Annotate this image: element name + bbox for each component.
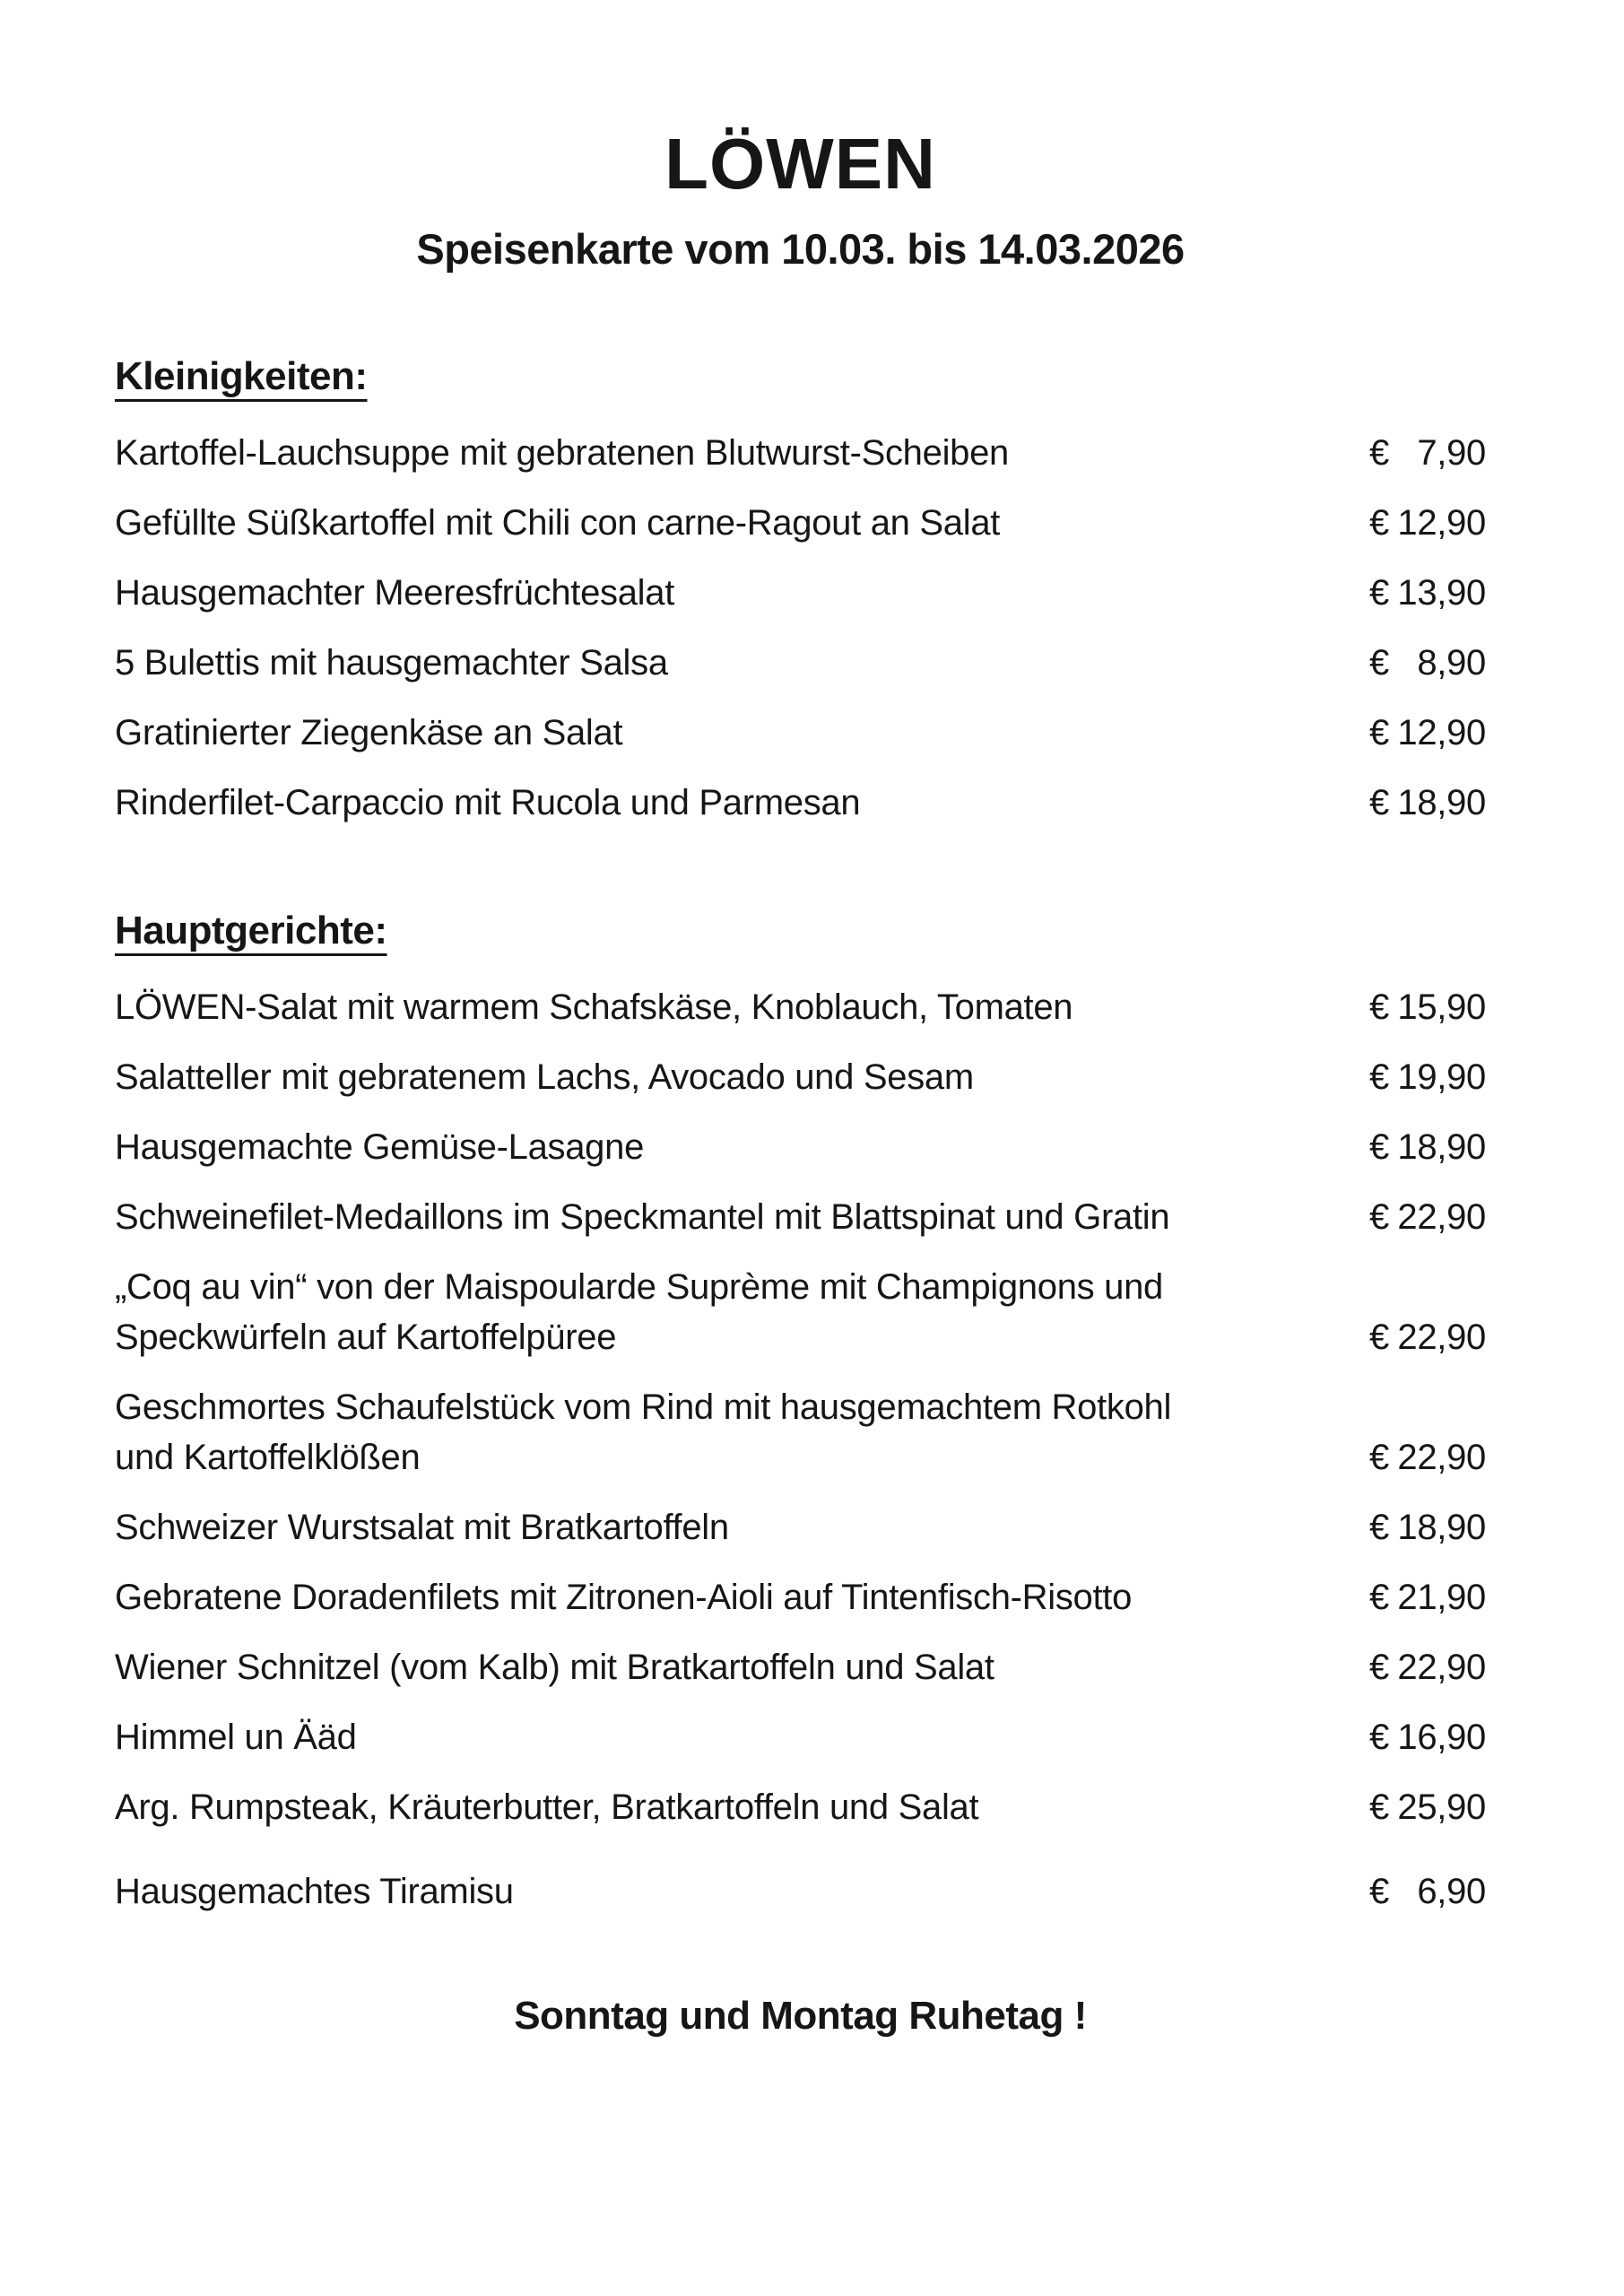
currency-symbol: € — [1369, 1787, 1389, 1827]
dish-name — [115, 1642, 1369, 1692]
dish-name — [115, 1712, 1369, 1762]
price-amount: 12,90 — [1397, 502, 1486, 543]
price-amount: 8,90 — [1417, 642, 1486, 683]
dish-price — [1369, 1052, 1486, 1102]
dish-price — [1369, 498, 1486, 548]
currency-symbol: € — [1369, 502, 1389, 543]
dish-name — [115, 1782, 1369, 1832]
dish-price — [1369, 638, 1486, 688]
price-amount: 18,90 — [1397, 1126, 1486, 1167]
dish-name — [115, 778, 1369, 828]
dish-price — [1369, 1572, 1486, 1622]
price-amount: 25,90 — [1397, 1787, 1486, 1827]
menu-item-row — [115, 778, 1486, 828]
currency-symbol: € — [1369, 1196, 1389, 1237]
dish-name — [115, 1382, 1369, 1483]
currency-symbol: € — [1369, 1507, 1389, 1547]
dish-name-line: LÖWEN-Salat mit warmem Schafskäse, Knoblauch, Tomaten — [115, 987, 1073, 1027]
dish-name — [115, 982, 1369, 1032]
price-amount: 18,90 — [1397, 782, 1486, 822]
dish-name-line: 5 Bulettis mit hausgemachter Salsa — [115, 642, 668, 683]
currency-symbol: € — [1369, 642, 1389, 683]
menu-item-row — [115, 1712, 1486, 1762]
dish-name-line: Himmel un Ääd — [115, 1717, 357, 1757]
dish-name-line: Salatteller mit gebratenem Lachs, Avocado und Sesam — [115, 1057, 974, 1097]
menu-item-row — [115, 708, 1486, 758]
dish-price — [1369, 708, 1486, 758]
closing-days-note: Sonntag und Montag Ruhetag ! — [514, 1993, 1087, 2038]
dish-name-line: Rinderfilet-Carpaccio mit Rucola und Parmesan — [115, 782, 861, 822]
dish-price — [1369, 1502, 1486, 1552]
currency-symbol: € — [1369, 987, 1389, 1027]
restaurant-name: LÖWEN — [664, 124, 936, 204]
price-amount: 13,90 — [1397, 572, 1486, 613]
dish-price — [1369, 1712, 1486, 1762]
dish-name — [115, 1262, 1369, 1362]
price-amount: 22,90 — [1397, 1317, 1486, 1357]
dish-price — [1369, 1122, 1486, 1172]
price-amount: 21,90 — [1397, 1577, 1486, 1617]
dish-name — [115, 1052, 1369, 1102]
currency-symbol: € — [1369, 1647, 1389, 1687]
price-amount: 22,90 — [1397, 1196, 1486, 1237]
dish-name-line: Gefüllte Süßkartoffel mit Chili con carne-Ragout an Salat — [115, 502, 1001, 543]
currency-symbol: € — [1369, 1126, 1389, 1167]
currency-symbol: € — [1369, 1437, 1389, 1477]
dish-name — [115, 1866, 1369, 1917]
menu-date-range: Speisenkarte vom 10.03. bis 14.03.2026 — [416, 224, 1185, 273]
dish-price — [1369, 568, 1486, 618]
dish-name-line: Gebratene Doradenfilets mit Zitronen-Aioli auf Tintenfisch-Risotto — [115, 1577, 1133, 1617]
price-amount: 7,90 — [1417, 432, 1486, 473]
menu-item-row — [115, 1782, 1486, 1832]
dish-name-line: Hausgemachte Gemüse-Lasagne — [115, 1126, 645, 1167]
dish-name-line: Gratinierter Ziegenkäse an Salat — [115, 712, 623, 752]
dish-name-line: Arg. Rumpsteak, Kräuterbutter, Bratkartoffeln und Salat — [115, 1787, 979, 1827]
currency-symbol: € — [1369, 1717, 1389, 1757]
price-amount: 22,90 — [1397, 1647, 1486, 1687]
dish-name — [115, 568, 1369, 618]
menu-item-row — [115, 1502, 1486, 1552]
dish-name-line: und Kartoffelklößen — [115, 1437, 421, 1477]
dish-price — [1369, 1432, 1486, 1483]
currency-symbol: € — [1369, 572, 1389, 613]
menu-item-row — [115, 1192, 1486, 1242]
menu-item-row — [115, 1572, 1486, 1622]
price-amount: 6,90 — [1417, 1871, 1486, 1911]
price-amount: 16,90 — [1397, 1717, 1486, 1757]
dish-name — [115, 498, 1369, 548]
menu-section — [115, 909, 1486, 1917]
dish-name — [115, 1572, 1369, 1622]
currency-symbol: € — [1369, 1577, 1389, 1617]
menu-item-row — [115, 498, 1486, 548]
menu-item-row — [115, 568, 1486, 618]
menu-item-row — [115, 428, 1486, 478]
dish-name — [115, 1502, 1369, 1552]
currency-symbol: € — [1369, 1871, 1389, 1911]
price-amount: 18,90 — [1397, 1507, 1486, 1547]
dish-name — [115, 428, 1369, 478]
dish-price — [1369, 1312, 1486, 1362]
menu-item-row — [115, 1866, 1486, 1917]
dish-name — [115, 1122, 1369, 1172]
section-heading: Kleinigkeiten: — [115, 353, 368, 398]
price-amount: 15,90 — [1397, 987, 1486, 1027]
dish-price — [1369, 778, 1486, 828]
dish-name-line: Geschmortes Schaufelstück vom Rind mit hausgemachtem Rotkohl — [115, 1387, 1172, 1427]
section-items — [115, 982, 1486, 1917]
menu-item-row — [115, 1262, 1486, 1362]
dish-price — [1369, 1782, 1486, 1832]
dish-name — [115, 638, 1369, 688]
currency-symbol: € — [1369, 1317, 1389, 1357]
dish-name — [115, 1192, 1369, 1242]
menu-section — [115, 354, 1486, 828]
currency-symbol: € — [1369, 712, 1389, 752]
menu-item-row — [115, 1052, 1486, 1102]
currency-symbol: € — [1369, 1057, 1389, 1097]
dish-name-line: Speckwürfeln auf Kartoffelpüree — [115, 1317, 617, 1357]
dish-price — [1369, 1642, 1486, 1692]
price-amount: 19,90 — [1397, 1057, 1486, 1097]
dish-name — [115, 708, 1369, 758]
menu-sections — [115, 354, 1486, 1917]
dish-name-line: Schweizer Wurstsalat mit Bratkartoffeln — [115, 1507, 729, 1547]
dish-price — [1369, 982, 1486, 1032]
dish-name-line: Wiener Schnitzel (vom Kalb) mit Bratkartoffeln und Salat — [115, 1647, 994, 1687]
currency-symbol: € — [1369, 782, 1389, 822]
dish-price — [1369, 1192, 1486, 1242]
menu-item-row — [115, 1122, 1486, 1172]
section-items — [115, 428, 1486, 828]
section-heading: Hauptgerichte: — [115, 908, 387, 952]
menu-item-row — [115, 982, 1486, 1032]
price-amount: 22,90 — [1397, 1437, 1486, 1477]
dish-name-line: Schweinefilet-Medaillons im Speckmantel mit Blattspinat und Gratin — [115, 1196, 1170, 1237]
dish-price — [1369, 1866, 1486, 1917]
menu-item-row — [115, 1642, 1486, 1692]
menu-item-row — [115, 1382, 1486, 1483]
dish-price — [1369, 428, 1486, 478]
dish-name-line: Hausgemachtes Tiramisu — [115, 1871, 514, 1911]
menu-item-row — [115, 638, 1486, 688]
dish-name-line: Hausgemachter Meeresfrüchtesalat — [115, 572, 675, 613]
price-amount: 12,90 — [1397, 712, 1486, 752]
dish-name-line: Kartoffel-Lauchsuppe mit gebratenen Blutwurst-Scheiben — [115, 432, 1010, 473]
dish-name-line: „Coq au vin“ von der Maispoularde Suprème mit Champignons und — [115, 1266, 1163, 1307]
currency-symbol: € — [1369, 432, 1389, 473]
